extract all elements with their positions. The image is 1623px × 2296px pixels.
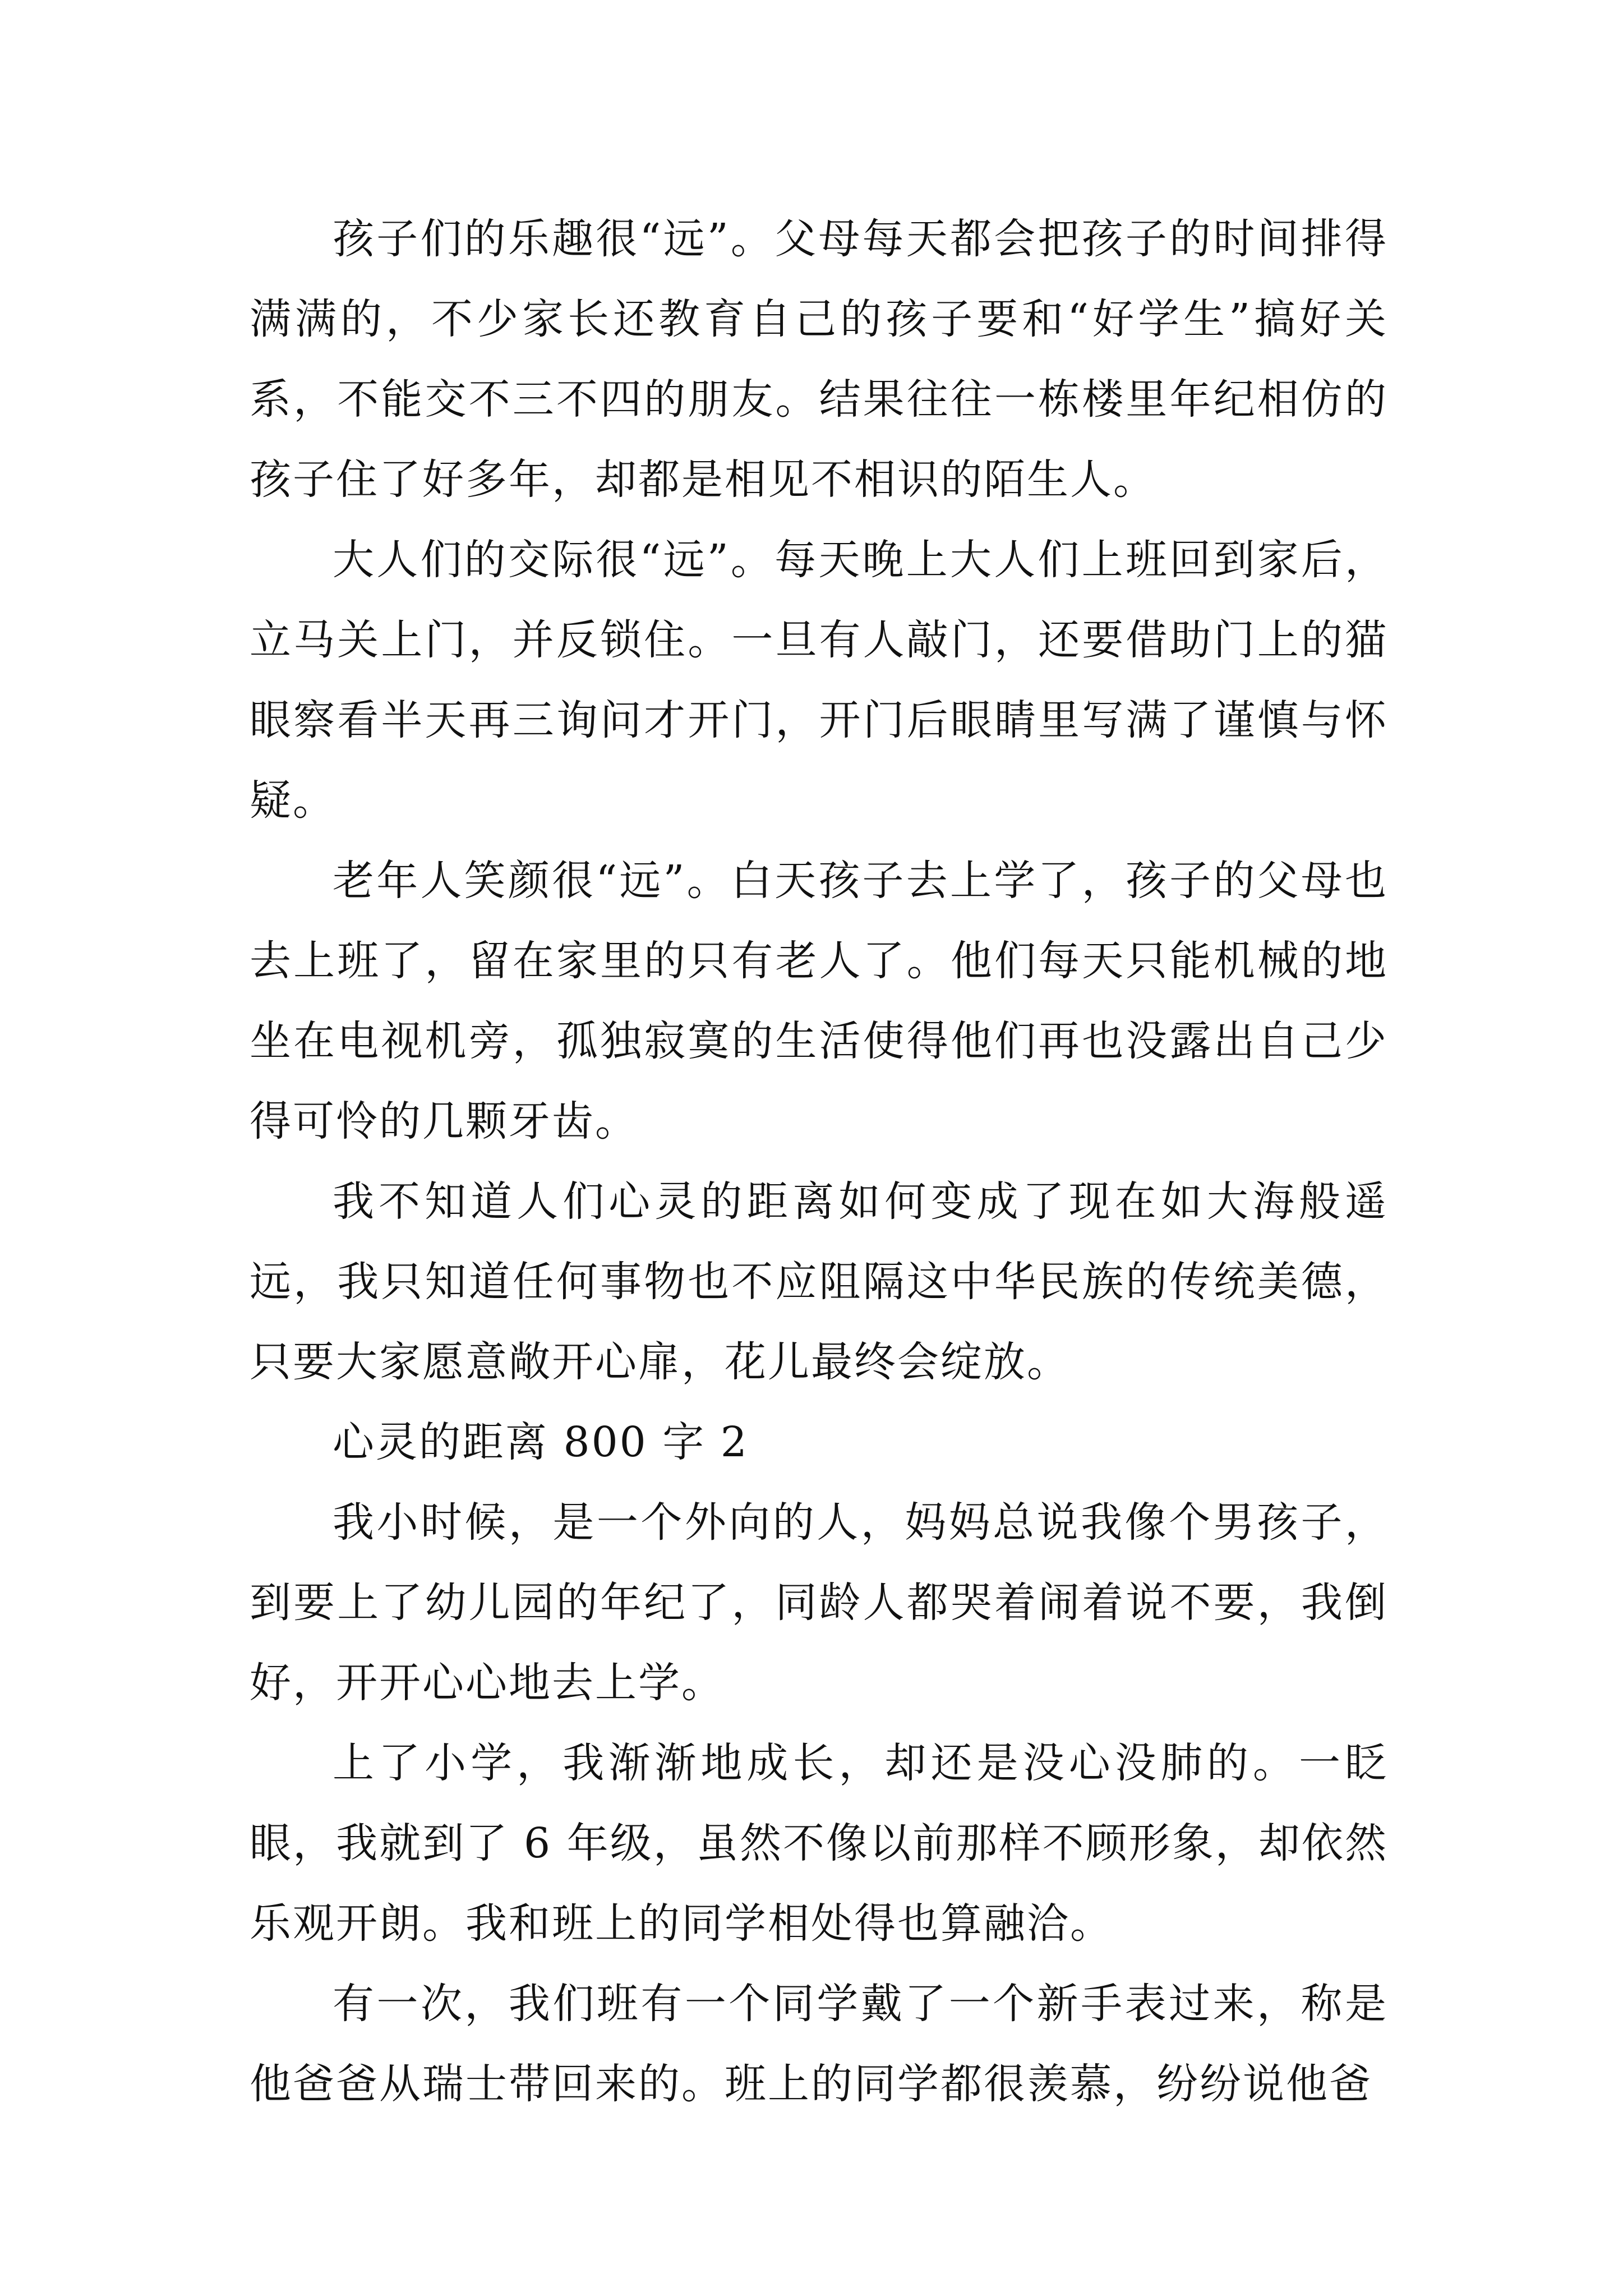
paragraph-childhood: 我小时候，是一个外向的人，妈妈总说我像个男孩子，到要上了幼儿园的年纪了，同龄人都哭着闹着说不要，我倒好，开开心心地去上学。 [250, 1498, 1388, 1707]
paragraph-primary-school: 上了小学，我渐渐地成长，却还是没心没肺的。一眨眼，我就到了 6 年级，虽然不像以前那样不顾形象，却依然乐观开朗。我和班上的同学相处得也算融洽。 [250, 1739, 1388, 1948]
paragraph-conclusion: 我不知道人们心灵的距离如何变成了现在如大海般遥远，我只知道任何事物也不应阻隔这中华民族的传统美德，只要大家愿意敞开心扉，花儿最终会绽放。 [250, 1177, 1388, 1386]
paragraph-children-fun: 孩子们的乐趣很“远”。父母每天都会把孩子的时间排得满满的，不少家长还教育自己的孩子要和“好学生”搞好关系，不能交不三不四的朋友。结果往往一栋楼里年纪相仿的孩子住了好多年，却都是相见不相识的陌生人。 [250, 215, 1388, 504]
paragraph-watch-story: 有一次，我们班有一个同学戴了一个新手表过来，称是他爸爸从瑞士带回来的。班上的同学都很羡慕，纷纷说他爸 [250, 1980, 1388, 2108]
paragraph-adults-social: 大人们的交际很“远”。每天晚上大人们上班回到家后，立马关上门，并反锁住。一旦有人敲门，还要借助门上的猫眼察看半天再三询问才开门，开门后眼睛里写满了谨慎与怀疑。 [250, 536, 1388, 825]
paragraph-elderly-smiles: 老年人笑颜很“远”。白天孩子去上学了，孩子的父母也去上班了，留在家里的只有老人了。他们每天只能机械的地坐在电视机旁，孤独寂寞的生活使得他们再也没露出自己少得可怜的几颗牙齿。 [250, 857, 1388, 1145]
section-heading: 心灵的距离 800 字 2 [333, 1418, 749, 1466]
document-body [250, 199, 1388, 2124]
